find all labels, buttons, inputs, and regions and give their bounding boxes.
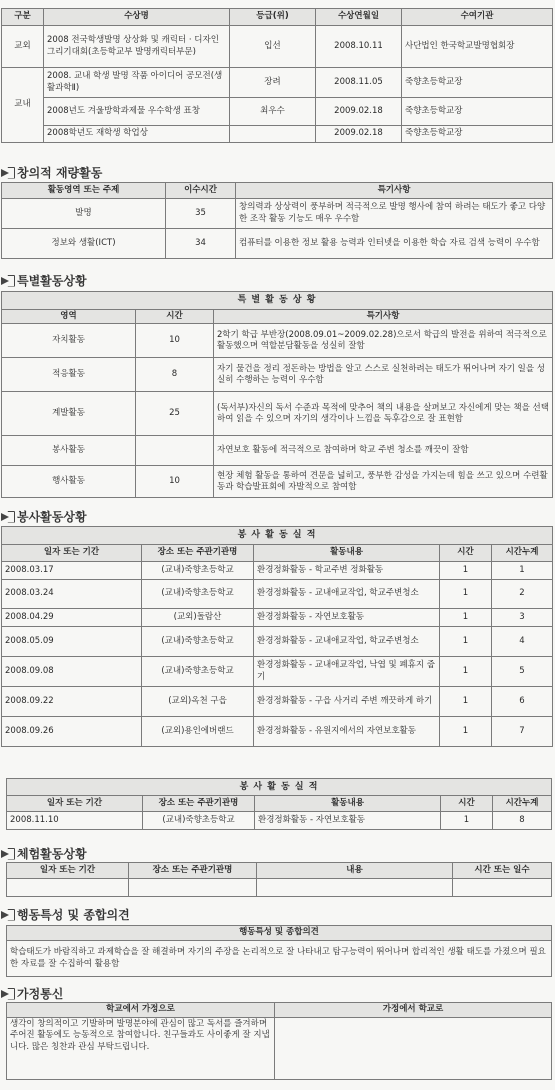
table-row [2,466,553,498]
creative-area: 정보와 생활(ICT) [2,229,166,259]
special-area: 자치활동 [2,324,136,358]
special-area: 계발활동 [2,392,136,436]
experience-section [6,862,552,897]
award-date: 2009.02.18 [316,98,402,126]
section-title-home [1,985,63,1002]
special-hours: 8 [136,358,214,392]
table-row [2,657,553,687]
table-row [2,68,553,98]
table-row [2,126,553,143]
home-header-school: 학교에서 가정으로 [7,1003,275,1018]
behavior-text: 학습태도가 바람직하고 과제학습을 잘 해결하며 자기의 주장을 논리적으로 잘 나타내고 탐구능력이 뛰어나며 합리적인 생활 태도를 가졌으며 필요한 자료를 잘 수집하여 활용함 [7,941,552,977]
volunteer-table [1,526,553,747]
behavior-section [6,925,552,977]
section-title-text: 봉사활동상황 [17,510,87,524]
award-name: 2008년도 겨울방학과제물 우수학생 표창 [44,98,230,126]
award-date: 2008.10.11 [316,26,402,68]
section-title-text: 가정통신 [17,987,64,1001]
section-title-experience [1,845,87,862]
volunteer-place: (교외)옥천 구읍 [142,687,254,717]
volunteer-hours: 1 [440,717,492,747]
creative-header-area: 활동영역 또는 주제 [2,183,166,199]
special-table-title: 특 별 활 동 상 황 [2,292,553,310]
volunteer-content: 환경정화활동 - 교내애교작업, 학교주변청소 [254,580,440,609]
volunteer-date: 2008.05.09 [2,627,142,657]
creative-table [1,182,553,259]
table-row [2,609,553,627]
award-org: 사단법인 한국학교발명협회장 [402,26,553,68]
section-title-text: 창의적 재량활동 [17,166,103,180]
home-section [6,1002,552,1080]
awards-header-grade: 등급(위) [230,9,316,26]
award-name: 2008. 교내 학생 발명 작품 아이디어 공모전(생활과학Ⅱ) [44,68,230,98]
volunteer-place: (교내)죽향초등학교 [142,627,254,657]
section-arrow-icon [1,988,13,1000]
volunteer-section-continued [6,778,552,830]
volunteer-place: (교내)죽향초등학교 [143,812,255,830]
volunteer-total: 7 [492,717,553,747]
volunteer-date: 2008.04.29 [2,609,142,627]
creative-header-note: 특기사항 [236,183,553,199]
award-grade [230,126,316,143]
award-category: 교내 [2,68,44,143]
volunteer-date: 2008.03.24 [2,580,142,609]
table-row [2,392,553,436]
volunteer-header-total: 시간누계 [492,545,553,562]
section-arrow-icon [1,275,13,287]
special-hours [136,436,214,466]
volunteer-place: (교외)돌람산 [142,609,254,627]
table-row [2,324,553,358]
special-area: 행사활동 [2,466,136,498]
creative-header-hours: 이수시간 [166,183,236,199]
volunteer-header-content: 활동내용 [255,796,441,812]
award-date: 2009.02.18 [316,126,402,143]
volunteer-content: 환경정화활동 - 구읍 사거리 주변 깨끗하게 하기 [254,687,440,717]
volunteer-section [1,526,553,747]
volunteer-header-date: 일자 또는 기간 [7,796,143,812]
section-title-text: 특별활동상황 [17,274,87,288]
volunteer-hours: 1 [440,562,492,580]
volunteer-date: 2008.09.22 [2,687,142,717]
awards-header-category: 구분 [2,9,44,26]
special-note: (독서부)자신의 독서 수준과 목적에 맞추어 책의 내용을 살펴보고 자신에게 맞는 책을 선택하여 읽을 수 있으며 자기의 생각이나 느낌을 독후감으로 잘 표현함 [214,392,553,436]
award-category: 교외 [2,26,44,68]
volunteer-hours: 1 [440,580,492,609]
experience-header-date: 일자 또는 기간 [7,863,129,879]
table-row [2,358,553,392]
creative-section [1,182,553,259]
award-name: 2008학년도 재학생 학업상 [44,126,230,143]
special-header-note: 특기사항 [214,310,553,324]
volunteer-total: 1 [492,562,553,580]
table-row [2,687,553,717]
table-row [2,717,553,747]
experience-header-content: 내용 [257,863,453,879]
volunteer-header-hours: 시간 [441,796,493,812]
award-grade: 장려 [230,68,316,98]
volunteer-hours: 1 [440,657,492,687]
special-hours: 10 [136,324,214,358]
volunteer-hours: 1 [440,627,492,657]
section-arrow-icon [1,909,13,921]
section-title-text: 행동특성 및 종합의견 [17,908,130,922]
volunteer-total: 3 [492,609,553,627]
home-school-message: 생각이 창의적이고 기발하며 발명분야에 관심이 많고 독서를 즐겨하며 주어진 활동에도 능동적으로 참여합니다. 친구들과도 사이좋게 잘 지냅니다. 많은 칭찬과 관심 부탁드립니다. [7,1018,275,1080]
volunteer-table-title: 봉 사 활 동 실 적 [2,527,553,545]
special-note: 현장 체험 활동을 통하여 견문을 넓히고, 풍부한 감성을 가지는데 힘을 쓰고 있으며 수련활동과 학습발표회에 자발적으로 참여함 [214,466,553,498]
experience-table [6,862,552,897]
volunteer-header-date: 일자 또는 기간 [2,545,142,562]
creative-hours: 34 [166,229,236,259]
table-row [2,26,553,68]
volunteer-content: 환경정화활동 - 자연보호활동 [254,609,440,627]
volunteer-hours: 1 [440,687,492,717]
volunteer-content: 환경정화활동 - 자연보호활동 [255,812,441,830]
volunteer-place: (교내)죽향초등학교 [142,562,254,580]
special-area: 봉사활동 [2,436,136,466]
section-title-text: 체험활동상황 [17,847,87,861]
table-row [2,627,553,657]
awards-header-name: 수상명 [44,9,230,26]
special-note: 2학기 학급 부반장(2008.09.01~2009.02.28)으로서 학급의 발전을 위하여 적극적으로 활동했으며 역할분담활동을 성실히 잘함 [214,324,553,358]
experience-header-place: 장소 또는 주관기관명 [129,863,257,879]
volunteer-content: 환경정화활동 - 유원지에서의 자연보호활동 [254,717,440,747]
award-org: 죽향초등학교장 [402,98,553,126]
volunteer-table-2 [6,778,552,830]
special-header-area: 영역 [2,310,136,324]
special-note: 자연보호 활동에 적극적으로 참여하며 학교 주변 청소를 깨끗이 잘함 [214,436,553,466]
volunteer-date: 2008.09.26 [2,717,142,747]
volunteer-hours: 1 [440,609,492,627]
volunteer-place: (교외)용인에버랜드 [142,717,254,747]
experience-header-time: 시간 또는 일수 [453,863,552,879]
home-home-message [275,1018,552,1080]
section-title-volunteer [1,508,87,525]
awards-header-org: 수여기관 [402,9,553,26]
award-org: 죽향초등학교장 [402,68,553,98]
table-row [2,436,553,466]
volunteer-date: 2008.11.10 [7,812,143,830]
award-grade: 입선 [230,26,316,68]
special-header-hours: 시간 [136,310,214,324]
section-arrow-icon [1,511,13,523]
home-table [6,1002,552,1080]
awards-section [1,8,553,143]
table-row [7,879,552,897]
section-title-behavior [1,906,130,923]
behavior-table-title: 행동특성 및 종합의견 [7,926,552,941]
table-row [2,562,553,580]
creative-area: 발명 [2,199,166,229]
volunteer-header-hours: 시간 [440,545,492,562]
volunteer-content: 환경정화활동 - 교내애교작업, 낙엽 및 폐휴지 줍기 [254,657,440,687]
home-header-home: 가정에서 학교로 [275,1003,552,1018]
volunteer-hours: 1 [441,812,493,830]
volunteer-total: 4 [492,627,553,657]
awards-table [1,8,553,143]
volunteer-table2-title: 봉 사 활 동 실 적 [7,779,552,796]
special-hours: 25 [136,392,214,436]
special-section [1,291,553,498]
table-row [7,812,552,830]
volunteer-date: 2008.03.17 [2,562,142,580]
creative-hours: 35 [166,199,236,229]
awards-header-date: 수상연월일 [316,9,402,26]
volunteer-total: 5 [492,657,553,687]
award-date: 2008.11.05 [316,68,402,98]
volunteer-total: 2 [492,580,553,609]
table-row [2,229,553,259]
award-org: 죽향초등학교장 [402,126,553,143]
section-arrow-icon [1,848,13,860]
section-title-creative [1,164,102,181]
volunteer-total: 6 [492,687,553,717]
creative-note: 창의력과 상상력이 풍부하며 적극적으로 발명 행사에 참여 하려는 태도가 좋고 다양한 조작 활동 기능도 매우 우수함 [236,199,553,229]
volunteer-date: 2008.09.08 [2,657,142,687]
section-title-special [1,272,87,289]
special-note: 자기 물건을 정리 정돈하는 방법을 알고 스스로 실천하려는 태도가 뛰어나며 자기 일을 성실히 수행하는 능력이 우수함 [214,358,553,392]
volunteer-place: (교내)죽향초등학교 [142,657,254,687]
volunteer-header-place: 장소 또는 주관기관명 [142,545,254,562]
volunteer-content: 환경정화활동 - 학교주변 정화활동 [254,562,440,580]
award-grade: 최우수 [230,98,316,126]
volunteer-header-content: 활동내용 [254,545,440,562]
special-area: 적응활동 [2,358,136,392]
volunteer-total: 8 [493,812,552,830]
volunteer-header-total: 시간누계 [493,796,552,812]
creative-note: 컴퓨터를 이용한 정보 활용 능력과 인터넷을 이용한 학습 자료 검색 능력이 우수함 [236,229,553,259]
table-row [2,580,553,609]
special-table [1,291,553,498]
section-arrow-icon [1,167,13,179]
behavior-table [6,925,552,977]
volunteer-header-place: 장소 또는 주관기관명 [143,796,255,812]
award-name: 2008 전국학생발명 상상화 및 캐릭터 · 디자인 그리기대회(초등학교부 발명캐릭터부문) [44,26,230,68]
volunteer-content: 환경정화활동 - 교내애교작업, 학교주변청소 [254,627,440,657]
special-hours: 10 [136,466,214,498]
table-row [2,199,553,229]
volunteer-place: (교내)죽향초등학교 [142,580,254,609]
table-row [2,98,553,126]
